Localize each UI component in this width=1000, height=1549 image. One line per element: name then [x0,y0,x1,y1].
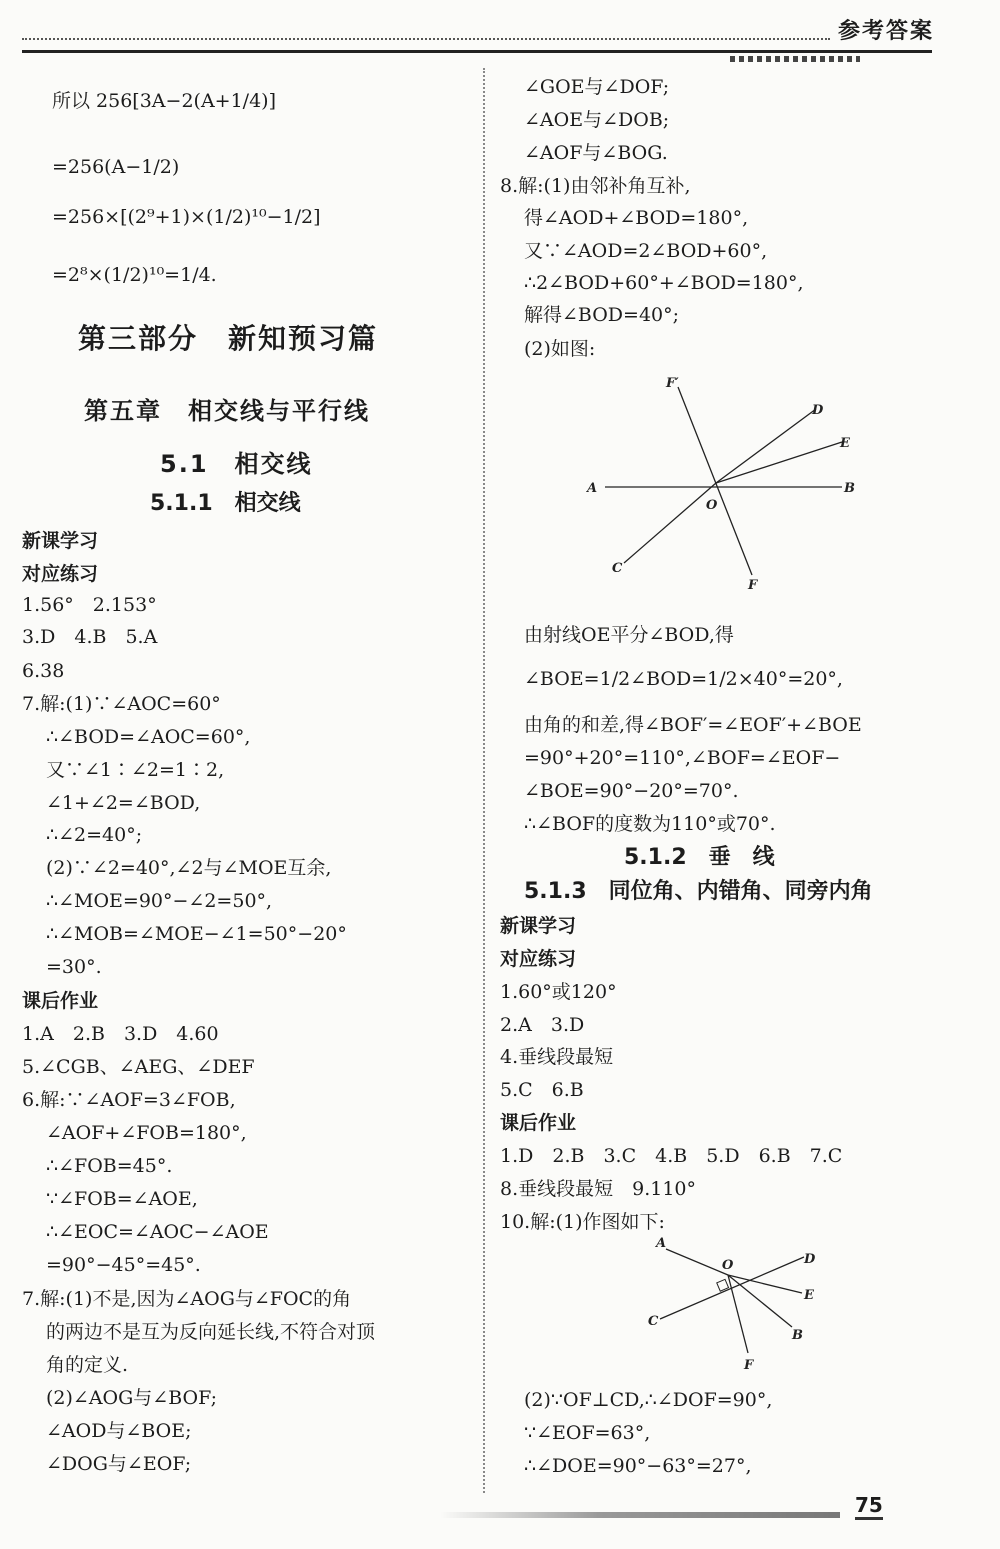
left-line-34: (2)∠AOG与∠BOF; [46,1387,218,1409]
diagram-intersecting-lines [580,375,870,605]
right-line-15: 5.1.2 垂 线 [624,845,775,870]
right-angle-mark [717,1279,729,1291]
label-c: C [648,1314,659,1329]
right-line-14: ∴∠BOF的度数为110°或70°. [524,813,776,835]
left-line-33: 角的定义. [46,1354,129,1376]
left-line-19: ∴∠MOE=90°−∠2=50°, [46,890,273,912]
label-a: A [656,1236,667,1251]
left-line-25: 6.解:∵∠AOF=3∠FOB, [22,1089,236,1111]
header-solid-rule [22,50,932,53]
right-line-12: =90°+20°=110°,∠BOF=∠EOF− [524,747,841,769]
line-ao [666,1249,728,1275]
left-line-31: 7.解:(1)不是,因为∠AOG与∠FOC的角 [22,1288,352,1310]
label-f: F [744,1358,754,1373]
page-number: 75 [855,1493,883,1520]
left-line-18: (2)∵∠2=40°,∠2与∠MOE互余, [46,857,332,879]
left-line-20: ∴∠MOB=∠MOE−∠1=50°−20° [46,923,347,945]
left-line-16: ∠1+∠2=∠BOD, [46,792,201,814]
left-line-30: =90°−45°=45°. [46,1254,201,1276]
right-line-17: 新课学习 [500,915,577,937]
left-line-35: ∠AOD与∠BOE; [46,1420,192,1442]
left-line-15: 又∵∠1∶∠2=1∶2, [46,759,225,781]
label-e: E [840,436,850,451]
left-line-2: =256×[(2⁹+1)×(1/2)¹⁰−1/2] [52,206,321,228]
left-line-29: ∴∠EOC=∠AOC−∠AOE [46,1221,269,1243]
column-divider [483,68,485,1493]
left-line-5: 第五章 相交线与平行线 [84,397,370,425]
right-line-9: 由射线OE平分∠BOD,得 [524,624,734,646]
label-c: C [612,561,623,576]
right-line-2: ∠AOF与∠BOG. [524,142,668,164]
left-line-21: =30°. [46,956,102,978]
header-title: 参考答案 [838,19,935,44]
header-dotted-rule [22,38,830,40]
right-line-21: 4.垂线段最短 [500,1046,614,1068]
left-line-4: 第三部分 新知预习篇 [78,322,379,355]
left-line-13: 7.解:(1)∵∠AOC=60° [22,693,221,715]
left-line-32: 的两边不是互为反向延长线,不符合对顶 [46,1321,376,1343]
right-line-23: 课后作业 [500,1112,577,1134]
right-line-19: 1.60°或120° [500,981,617,1003]
left-line-3: =2⁸×(1/2)¹⁰=1/4. [52,264,217,286]
left-line-28: ∵∠FOB=∠AOE, [46,1188,198,1210]
label-a: A [587,481,598,496]
label-b: B [792,1328,803,1343]
left-line-27: ∴∠FOB=45°. [46,1155,173,1177]
label-e: E [804,1288,814,1303]
right-line-26: 10.解:(1)作图如下: [500,1211,665,1233]
right-line-3: 8.解:(1)由邻补角互补, [500,175,691,197]
line-co [624,483,716,563]
footer-bar [440,1512,840,1518]
left-line-8: 新课学习 [22,530,99,552]
label-f-prime: F′ [666,376,679,391]
label-d: D [804,1252,816,1267]
right-line-4: 得∠AOD+∠BOD=180°, [524,207,749,229]
left-line-1: =256(A−1/2) [52,156,180,178]
right-line-20: 2.A 3.D [500,1014,585,1036]
left-line-6: 5.1 相交线 [160,450,313,478]
left-line-9: 对应练习 [22,563,99,585]
right-line-16: 5.1.3 同位角、内错角、同旁内角 [524,879,873,904]
line-ff [678,387,752,575]
right-line-24: 1.D 2.B 3.C 4.B 5.D 6.B 7.C [500,1145,843,1167]
right-line-18: 对应练习 [500,948,577,970]
label-f: F [748,578,758,593]
label-o: O [722,1258,734,1273]
right-line-7: 解得∠BOD=40°; [524,304,680,326]
line-oe [716,442,842,483]
left-line-11: 3.D 4.B 5.A [22,626,158,648]
line-of [728,1275,748,1353]
line-od [716,409,816,483]
left-line-14: ∴∠BOD=∠AOC=60°, [46,726,251,748]
label-o: O [706,498,718,513]
left-line-0: 所以 256[3A−2(A+1/4)] [52,90,276,112]
right-line-27: (2)∵OF⊥CD,∴∠DOF=90°, [524,1389,773,1411]
header-dots [730,56,860,62]
left-line-12: 6.38 [22,660,65,682]
right-line-11: 由角的和差,得∠BOF′=∠EOF′+∠BOE [524,714,862,736]
right-line-5: 又∵∠AOD=2∠BOD+60°, [524,240,768,262]
right-line-13: ∠BOE=90°−20°=70°. [524,780,739,802]
left-line-26: ∠AOF+∠FOB=180°, [46,1122,247,1144]
right-line-25: 8.垂线段最短 9.110° [500,1178,697,1200]
left-line-10: 1.56° 2.153° [22,594,157,616]
right-line-10: ∠BOE=1/2∠BOD=1/2×40°=20°, [524,668,843,690]
right-line-28: ∵∠EOF=63°, [524,1422,651,1444]
left-line-36: ∠DOG与∠EOF; [46,1453,192,1475]
label-b: B [844,481,855,496]
left-line-17: ∴∠2=40°; [46,824,143,846]
right-line-1: ∠AOE与∠DOB; [524,109,670,131]
left-line-24: 5.∠CGB、∠AEG、∠DEF [22,1056,255,1078]
left-line-23: 1.A 2.B 3.D 4.60 [22,1023,219,1045]
right-line-8: (2)如图: [524,338,596,360]
right-line-22: 5.C 6.B [500,1079,584,1101]
label-d: D [812,403,824,418]
left-line-7: 5.1.1 相交线 [150,491,301,516]
left-line-22: 课后作业 [22,990,99,1012]
right-line-0: ∠GOE与∠DOF; [524,76,670,98]
diagram-perpendicular [640,1235,840,1375]
right-line-6: ∴2∠BOD+60°+∠BOD=180°, [524,272,804,294]
right-line-29: ∴∠DOE=90°−63°=27°, [524,1455,752,1477]
